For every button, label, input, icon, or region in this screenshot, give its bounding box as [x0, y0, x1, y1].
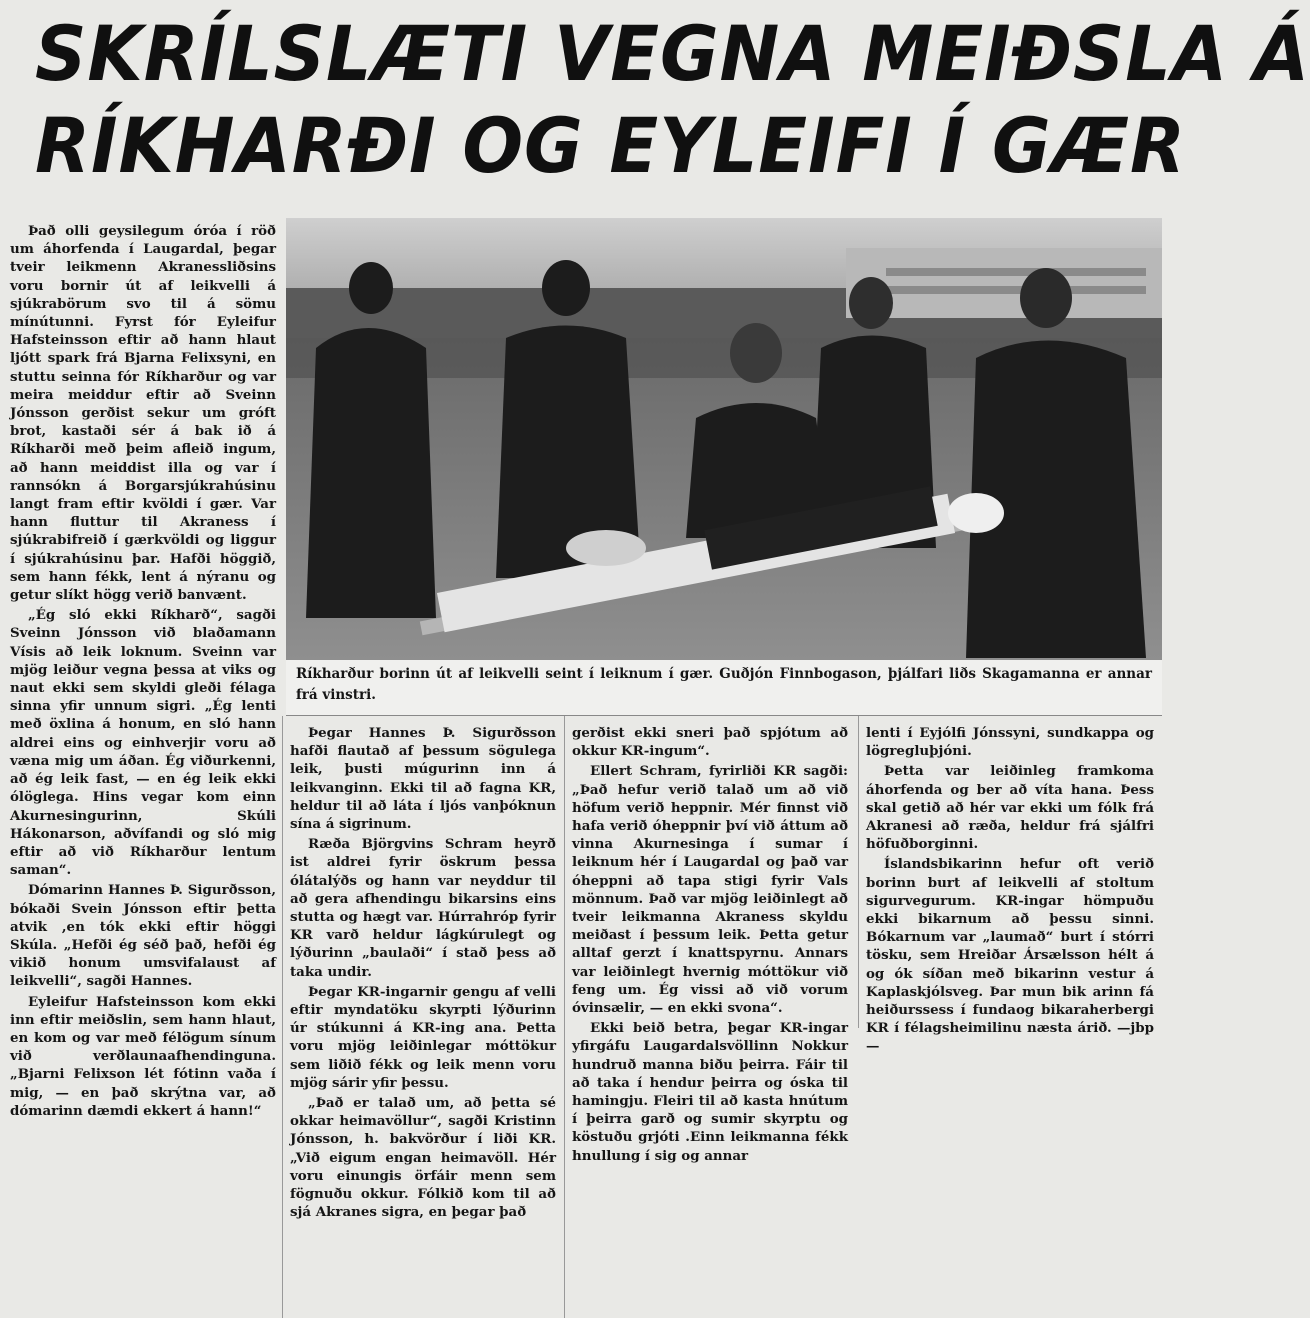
column4-paragraph-1: lenti í Eyjólfi Jónssyni, sundkappa og lögregluþjóni. — [866, 725, 1154, 760]
stretcher-scene-image — [286, 218, 1162, 660]
article-column-1 — [10, 222, 276, 1120]
column2-paragraph-2: Ræða Björgvins Schram heyrð ist aldrei fyrir öskrum þessa ólátalýðs og hann var neyddur til að gera afhendingu bikarsins eins stutta og hægt var. Húrrahróp fyrir KR varð heldur lágkúrulegt og lýðurinn „baulaði“ í stað þess að taka undir. — [290, 836, 556, 980]
column3-paragraph-2: Ellert Schram, fyrirliði KR sagði: „Það hefur verið talað um að við höfum verið heppnir. Mér finnst við hafa verið óheppnir því við áttum að vinna Akurnesinga í sumar í leiknum hér í Laugardal og það var óheppni að tapa stigi fyrir Vals mönnum. Það var mjög leiðinlegt að tveir leikmanna Akraness skyldu meiðast í þessum leik. Þetta getur alltaf gerzt í knattspyrnu. Annars var leiðinlegt hvernig móttökur við feng um. Ég vissi að við vorum óvinsælir, — en ekki svona“. — [572, 763, 848, 1017]
headline-line-1: SKRÍLSLÆTI VEGNA MEIÐSLA Á — [35, 9, 1310, 98]
column-divider — [858, 716, 859, 1028]
photo-caption: Ríkharður borinn út af leikvelli seint í leiknum í gær. Guðjón Finnbogason, þjálfari liðs Skagamanna er annar frá vinstri. — [286, 660, 1162, 716]
column2-paragraph-4: „Það er talað um, að þetta sé okkar heimavöllur“, sagði Kristinn Jónsson, h. bakvörður í liði KR. „Við eigum engan heimavöll. Hér voru einungis örfáir menn sem fögnuðu okkur. Fólkið kom til að sjá Akranes sigra, en þegar það — [290, 1095, 556, 1221]
column2-paragraph-1: Þegar Hannes Þ. Sigurðsson hafði flautað af þessum sögulega leik, þusti múgurinn inn á leikvanginn. Ekki til að fagna KR, heldur til að láta í ljós vanþóknun sína á sigrinum. — [290, 725, 556, 833]
column1-paragraph-2: „Ég sló ekki Ríkharð“, sagði Sveinn Jónsson við blaðamann Vísis að leik loknum. Sveinn var mjög leiður vegna þessa at viks og naut ekki sem skyldi gleði félaga sinna yfir unnum sigri. „Ég lenti með öxlina á honum, en sló hann aldrei eins og einhverjir voru að væna mig um áðan. Ég viðurkenni, að ég leik fast, — en ég leik ekki ólöglega. Hins vegar kom einn Akurnesingurinn, Skúli Hákonarson, aðvífandi og sló mig eftir að við Ríkharður lentum saman“. — [10, 607, 276, 879]
article-column-2 — [290, 724, 556, 1221]
column1-paragraph-4: Eyleifur Hafsteinsson kom ekki inn eftir meiðslin, sem hann hlaut, en kom og var með félögum sínum við verðlaunaafhendinguna. „Bjarni Felixson lét fótinn vaða í mig, — en það skrýtna var, að dómarinn dæmdi ekkert á hann!“ — [10, 993, 276, 1119]
column4-paragraph-2: Þetta var leiðinleg framkoma áhorfenda og ber að víta hana. Þess skal getið að hér var ekki um fólk frá Akranesi að ræða, heldur frá sjálfri höfuðborginni. — [866, 763, 1154, 853]
column4-paragraph-3: Íslandsbikarinn hefur oft verið borinn burt af leikvelli af stoltum sigurvegurum. KR-ingar hömpuðu ekki bikarnum að þessu sinni. Bókarnum var „laumað“ burt í stórri tösku, sem Hreiðar Ársælsson hélt á og ók síðan með bikarinn vestur á Kaplaskjólsveg. Þar mun bik arinn fá heiðurssess í fundaog bikaraherbergi KR í félagsheimilinu næsta árið. —jbp— — [866, 856, 1154, 1055]
column2-paragraph-3: Þegar KR-ingarnir gengu af velli eftir myndatöku skyrpti lýðurinn úr stúkunni á KR-ing ana. Þetta voru mjög leiðinlegar móttökur sem liðið fékk og leik menn voru mjög sárir yfir þessu. — [290, 983, 556, 1091]
column3-paragraph-1: gerðist ekki sneri það spjótum að okkur KR-ingum“. — [572, 725, 848, 760]
news-photo — [286, 218, 1162, 660]
headline-line-2: RÍKHARÐI OG EYLEIFI Í GÆR — [35, 101, 1186, 190]
headline — [35, 8, 1310, 192]
article-column-4 — [866, 724, 1154, 1056]
column-divider — [282, 716, 283, 1318]
column3-paragraph-3: Ekki beið betra, þegar KR-ingar yfirgáfu Laugardalsvöllinn Nokkur hundruð manna biðu þeirra. Fáir til að taka í hendur þeirra og óska til hamingju. Fleiri til að kasta hnútum í þeirra garð og sumir skyrptu og köstuðu grjóti .Einn leikmanna fékk hnullung í sig og annar — [572, 1020, 848, 1164]
column-divider — [564, 716, 565, 1318]
column1-paragraph-3: Dómarinn Hannes Þ. Sigurðsson, bókaði Svein Jónsson eftir þetta atvik ,en tók ekki eftir höggi Skúla. „Hefði ég séð það, hefði ég vikið honum umsvifalaust af leikvelli“, sagði Hannes. — [10, 882, 276, 990]
column1-paragraph-1: Það olli geysilegum óróa í röð um áhorfenda í Laugardal, þegar tveir leikmenn Akranessliðsins voru bornir út af leikvelli á sjúkrabörum svo til á sömu mínútunni. Fyrst fór Eyleifur Hafsteinsson eftir að hann hlaut ljótt spark frá Bjarna Felixsyni, en stuttu seinna fór Ríkharður og var meira meiddur eftir að Sveinn Jónsson gerðist sekur um gróft brot, kastaði sér á bak ið á Ríkharði með þeim afleið ingum, að hann meiddist illa og var í rannsókn á Borgarsjúkrahúsinu langt fram eftir kvöldi í gær. Var hann fluttur til Akraness í sjúkrabifreið í gærkvöldi og liggur í sjúkrahúsinu þar. Hafði höggið, sem hann fékk, lent á nýranu og getur slíkt högg verið banvænt. — [10, 223, 276, 604]
article-column-3 — [572, 724, 848, 1165]
